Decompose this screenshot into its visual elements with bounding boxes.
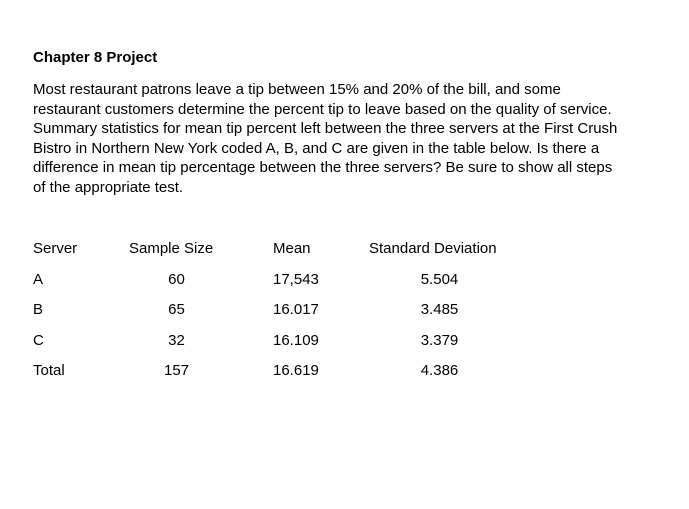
cell-mean: 16.109: [273, 332, 319, 349]
cell-mean: 17,543: [273, 271, 319, 288]
paragraph-line: restaurant customers determine the percent tip to leave based on the quality of service.: [33, 100, 612, 118]
cell-mean: 16.619: [273, 362, 319, 379]
cell-sample-size: 60: [168, 271, 185, 288]
header-sample-size: Sample Size: [129, 240, 214, 257]
cell-server: Total: [33, 362, 65, 379]
paragraph-line: difference in mean tip percentage between the three servers? Be sure to show all steps: [33, 159, 613, 177]
table-row: [33, 270, 653, 290]
cell-standard-deviation: 4.386: [420, 362, 459, 379]
document-title: Chapter 8 Project: [33, 49, 158, 66]
paragraph-line: Bistro in Northern New York coded A, B, and C are given in the table below. Is there a: [33, 139, 600, 157]
cell-standard-deviation: 3.485: [420, 301, 459, 318]
cell-sample-size: 65: [168, 301, 185, 318]
table-header-row: [33, 239, 653, 259]
table-row: [33, 331, 653, 351]
table-row: [33, 361, 653, 381]
cell-mean: 16.017: [273, 301, 319, 318]
cell-sample-size: 32: [168, 332, 185, 349]
cell-standard-deviation: 5.504: [420, 271, 459, 288]
cell-sample-size: 157: [163, 362, 190, 379]
paragraph-line: Summary statistics for mean tip percent left between the three servers at the First Crush: [33, 120, 618, 138]
cell-server: B: [33, 301, 44, 318]
header-server: Server: [33, 240, 78, 257]
cell-server: A: [33, 271, 44, 288]
paragraph-line: of the appropriate test.: [33, 178, 184, 196]
header-mean: Mean: [273, 240, 311, 257]
cell-standard-deviation: 3.379: [420, 332, 459, 349]
paragraph-line: Most restaurant patrons leave a tip between 15% and 20% of the bill, and some: [33, 81, 561, 98]
problem-paragraph: [33, 80, 673, 198]
table-row: [33, 300, 653, 320]
header-standard-deviation: Standard Deviation: [369, 240, 497, 257]
cell-server: C: [33, 332, 44, 349]
